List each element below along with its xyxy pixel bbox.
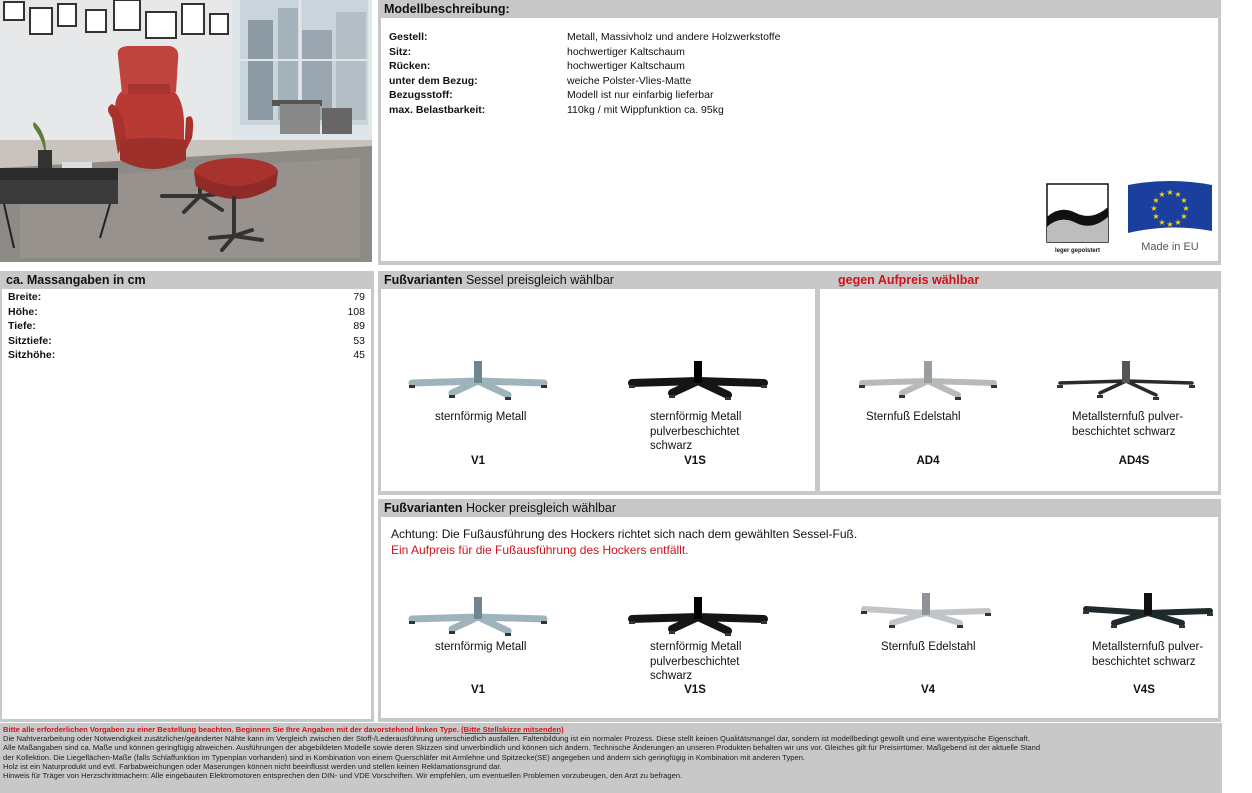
stool-foot-variant-caption: sternförmig Metall [435, 641, 527, 653]
chair-foot-variant-code: AD4S [1118, 455, 1150, 467]
stool-foot-variant-caption: Sternfuß Edelstahl [881, 641, 976, 653]
chair-foot-variant-caption: sternförmig Metall [435, 411, 527, 423]
chair-feet-heading [378, 271, 1221, 289]
spec-row [389, 88, 989, 103]
star-base-icon [628, 587, 768, 637]
upholstery-icon [1046, 183, 1109, 243]
svg-text:★: ★ [1180, 212, 1188, 221]
legal-footer [0, 723, 1222, 793]
svg-text:★: ★ [1174, 190, 1182, 199]
star-base-icon [408, 351, 548, 401]
svg-text:★: ★ [1158, 190, 1166, 199]
stool-note-red: Ein Aufpreis für die Fußausführung des Hockers entfällt. [391, 543, 689, 557]
stool-foot-variant-v4s[interactable] [1078, 587, 1218, 637]
stool-foot-variant-code: V1 [470, 684, 486, 696]
dimension-value: 89 [353, 320, 365, 332]
stool-feet-heading-rest: Hocker preisgleich wählbar [462, 501, 617, 515]
svg-text:★: ★ [1152, 212, 1160, 221]
dimension-label: Breite: [8, 291, 42, 303]
spec-label: Rücken: [389, 60, 431, 72]
chair-foot-variant-v1[interactable] [408, 351, 548, 401]
svg-text:★: ★ [1166, 188, 1174, 197]
leger-gepolstert-label: leger gepolstert [1054, 248, 1100, 254]
dimension-value: 45 [353, 349, 365, 361]
spec-row [389, 45, 989, 60]
dimensions-heading: ca. Massangaben in cm [6, 273, 146, 287]
spec-label: max. Belastbarkeit: [389, 103, 486, 116]
spec-value: weiche Polster-Vlies-Matte [567, 74, 692, 87]
footer-warning-link: (Bitte Stellskizze mitsenden) [461, 725, 564, 734]
svg-text:★: ★ [1152, 196, 1160, 205]
spec-row [389, 74, 989, 89]
spec-value: 110kg / mit Wippfunktion ca. 95kg [567, 103, 724, 116]
leger-gepolstert-badge [1046, 183, 1109, 255]
product-photo [0, 0, 372, 262]
stool-note: Achtung: Die Fußausführung des Hockers richtet sich nach dem gewählten Sessel-Fuß. [391, 527, 858, 541]
dimension-row [8, 319, 365, 334]
spec-label: unter dem Bezug: [389, 74, 478, 87]
svg-text:★: ★ [1150, 204, 1158, 213]
dimension-row [8, 305, 365, 320]
svg-text:★: ★ [1158, 218, 1166, 227]
spec-value: Metall, Massivholz und andere Holzwerkstoffe [567, 31, 781, 43]
model-description-body [381, 18, 1218, 261]
armchair-photo [0, 0, 372, 262]
spec-value: hochwertiger Kaltschaum [567, 60, 685, 72]
footer-line: Alle Maßangaben sind ca. Maße und können geringfügig abweichen. Ausführungen der abgebildeten Modelle sowie deren Skizzen sind unverbindlich und können sich ändern. Technische Änderungen an unseren Produkten behalten wir uns vor. Gleiches gilt für Preisirrtümer. Maßgebend ist der aktuelle Stand [3, 743, 1041, 753]
dimensions-panel [0, 271, 374, 722]
dimension-row [8, 348, 365, 363]
star-base-icon [1078, 587, 1218, 637]
spec-row [389, 59, 989, 74]
footer-line: Hinweis für Träger von Herzschrittmachern: Alle eingebauten Elektromotoren entsprechen den DIN- und VDE Vorschriften. Wir empfehlen, um eventuellen Problemen vorzubeugen, den Arzt zu befragen. [3, 771, 683, 781]
spec-row [389, 30, 989, 45]
model-description-heading: Modellbeschreibung: [384, 2, 510, 16]
svg-text:★: ★ [1166, 220, 1174, 229]
chair-foot-variant-code: AD4 [916, 455, 940, 467]
dimension-value: 79 [353, 291, 365, 303]
footer-line: Holz ist ein Naturprodukt und evtl. Farbabweichungen oder Maserungen können nicht beeinflusst werden und stellen keinen Reklamationsgrund dar. [3, 761, 502, 771]
spec-label: Sitz: [389, 45, 412, 58]
made-in-eu-badge [1126, 181, 1214, 257]
chair-foot-variant-caption: sternförmig Metall pulverbeschichtet schwarz [650, 411, 742, 452]
dimension-label: Sitztiefe: [8, 334, 52, 347]
star-base-icon [856, 587, 996, 637]
dimension-row [8, 290, 365, 305]
chair-feet-heading-rest: Sessel preisgleich wählbar [462, 273, 614, 287]
stool-feet-heading-bold: Fußvarianten [384, 501, 463, 515]
eu-flag-icon [1126, 181, 1214, 237]
dimensions-body [2, 289, 371, 719]
dimension-label: Tiefe: [8, 320, 36, 332]
footer-line: der Kollektion. Die Liegeflächen-Maße (falls Schlaffunktion im Typenplan vorhanden) sind in Kombination von einem Querschläfer mit Armlehne und Spitzecke(SE) angegeben und ändern sich geringfügig in Kombination mit anderen Typen. [3, 752, 806, 762]
chair-foot-variant-code: V1S [684, 455, 706, 467]
chair-foot-variant-caption: Sternfuß Edelstahl [866, 411, 961, 423]
chair-foot-variant-code: V1 [470, 455, 486, 467]
chair-foot-variant-v1s[interactable] [628, 351, 768, 401]
star-base-icon [1056, 351, 1196, 401]
stool-foot-variant-v1s[interactable] [628, 587, 768, 637]
spec-row [389, 103, 989, 118]
svg-text:★: ★ [1180, 196, 1188, 205]
stool-feet-panel [378, 499, 1221, 722]
stool-foot-variant-v1[interactable] [408, 587, 548, 637]
surcharge-heading: gegen Aufpreis wählbar [838, 273, 980, 287]
spec-label: Bezugsstoff: [389, 89, 453, 101]
footer-warning: Bitte alle erforderlichen Vorgaben zu einer Bestellung beachten. Beginnen Sie Ihre Angaben mit der davorstehend linken Type. (Bitte Stellskizze mitsenden) [3, 725, 564, 734]
star-base-icon [408, 587, 548, 637]
stool-foot-variant-v4[interactable] [856, 587, 996, 637]
stool-foot-variant-code: V4 [920, 684, 936, 696]
stool-foot-variant-caption: Metallsternfuß pulver- beschichtet schwarz [1092, 641, 1204, 668]
chair-feet-heading-bold: Fußvarianten [384, 273, 463, 287]
chair-foot-variant-caption: Metallsternfuß pulver- beschichtet schwarz [1072, 411, 1184, 438]
star-base-icon [858, 351, 998, 401]
dimension-row [8, 334, 365, 349]
stool-foot-variant-caption: sternförmig Metall pulverbeschichtet schwarz [650, 641, 742, 682]
dimension-value: 108 [347, 305, 365, 318]
stool-foot-variant-code: V1S [684, 684, 706, 696]
spec-value: hochwertiger Kaltschaum [567, 45, 685, 58]
spec-value: Modell ist nur einfarbig lieferbar [567, 89, 714, 101]
spec-label: Gestell: [389, 31, 428, 43]
svg-text:★: ★ [1174, 218, 1182, 227]
footer-line: Die Nahtverarbeitung oder Notwendigkeit zusätzlicher/geänderter Nähte kann im Vergleich zwischen der Stoff-/Lederausführung unterschiedlich ausfallen. Faltenbildung ist ein normaler Prozess. Diese stellt keinen Qualitätsmangel dar, sondern ist modellbedingt gewollt und eine warentypische Eigenschaft. [3, 734, 1030, 744]
stool-foot-variant-code: V4S [1133, 684, 1155, 696]
chair-foot-variant-ad4[interactable] [858, 351, 998, 401]
dimension-label: Sitzhöhe: [8, 349, 56, 361]
stool-feet-heading [378, 499, 1221, 517]
model-description-panel [378, 0, 1221, 265]
chair-feet-panel [378, 271, 1221, 495]
star-base-icon [628, 351, 768, 401]
dimension-label: Höhe: [8, 305, 38, 318]
made-in-eu-label: Made in EU [1141, 241, 1199, 253]
dimension-value: 53 [353, 334, 365, 347]
svg-text:★: ★ [1182, 204, 1190, 213]
chair-foot-variant-ad4s[interactable] [1056, 351, 1196, 401]
